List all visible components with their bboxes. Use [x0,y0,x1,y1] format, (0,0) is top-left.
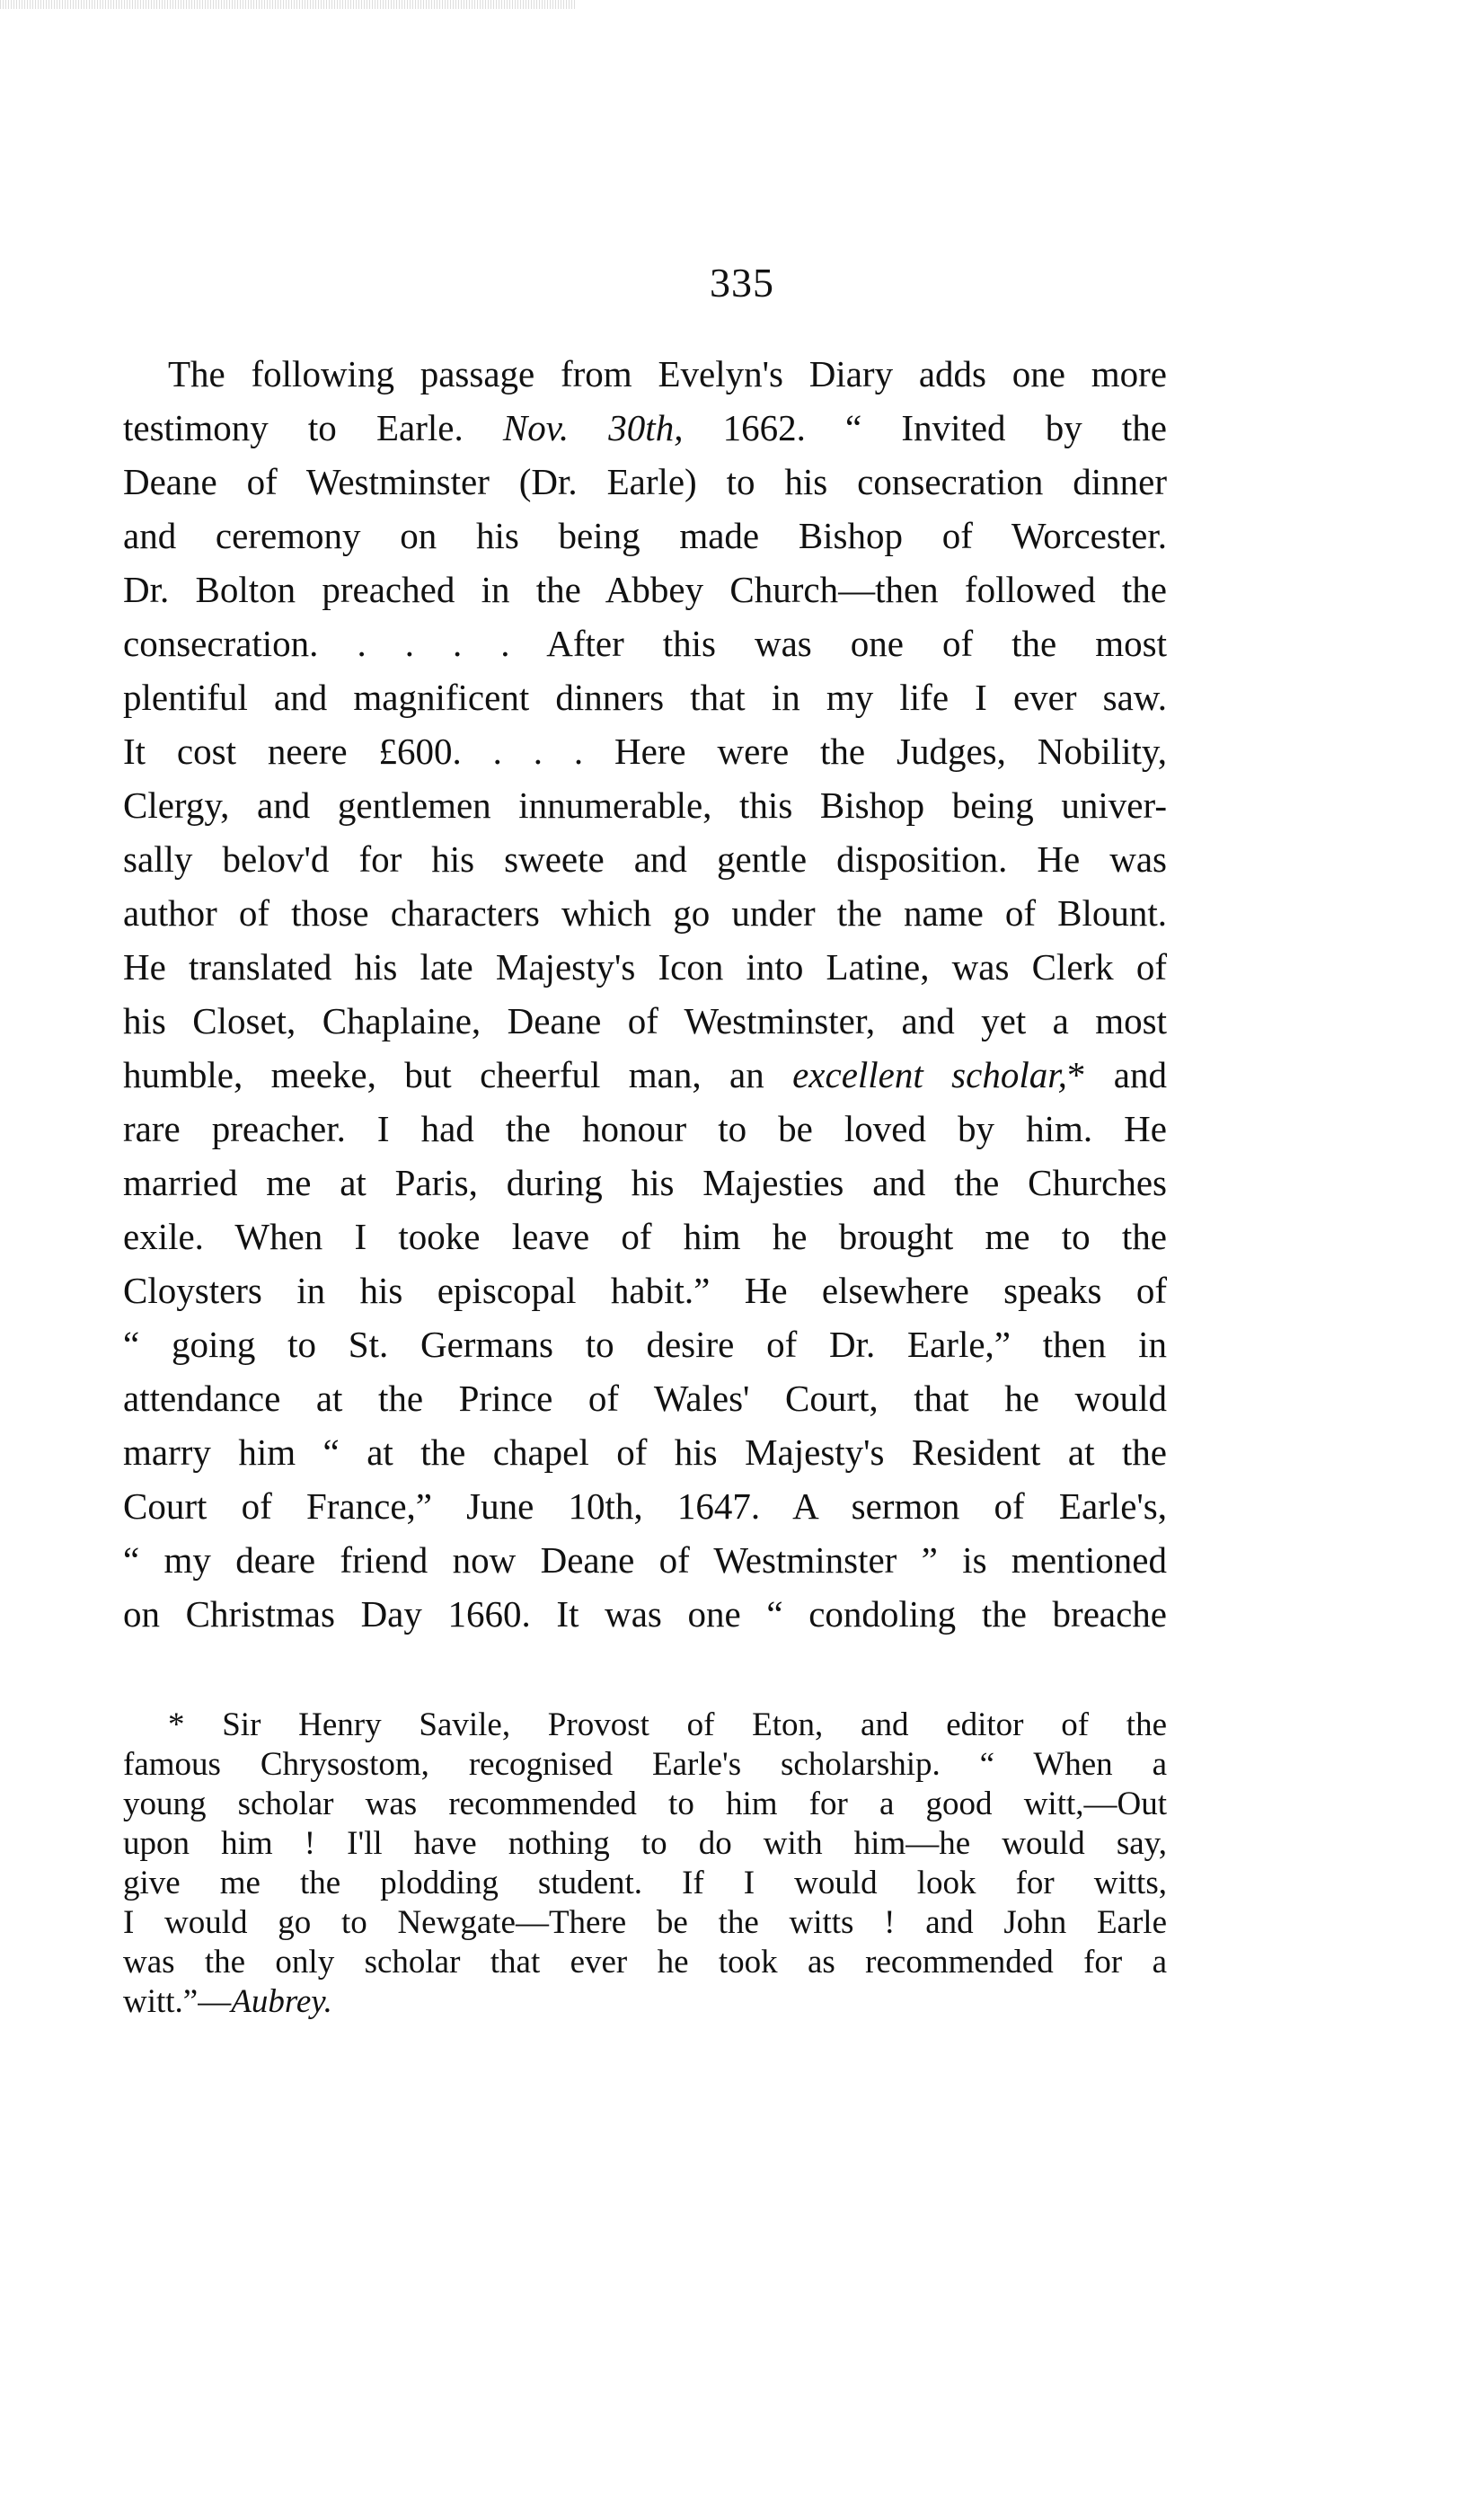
text-line: on Christmas Day 1660. It was one “ condoling the breache [123,1593,1167,1635]
footnote-line: famous Chrysostom, recognised Earle's scholarship. “ When a [123,1746,1167,1783]
text-line: his Closet, Chaplaine, Deane of Westminster, and yet a most [123,1000,1167,1041]
footnote-line: give me the plodding student. If I would look for witts, [123,1865,1167,1901]
text-line: Deane of Westminster (Dr. Earle) to his consecration dinner [123,461,1167,502]
italic-phrase: Aubrey. [231,1983,332,2020]
text-line: married me at Paris, during his Majesties and the Churches [123,1162,1167,1203]
footnote-line: witt.”—Aubrey. [123,1983,332,2020]
text-line: attendance at the Prince of Wales' Court, that he would [123,1378,1167,1419]
footnote-line: was the only scholar that ever he took as recommended for a [123,1944,1167,1981]
text-line: “ my deare friend now Deane of Westminster ” is mentioned [123,1539,1167,1581]
text-line: Court of France,” June 10th, 1647. A sermon of Earle's, [123,1485,1167,1527]
text-line: Clergy, and gentlemen innumerable, this Bishop being univer- [123,784,1167,826]
footnote-line: * Sir Henry Savile, Provost of Eton, and editor of the [168,1706,1167,1743]
text-line: He translated his late Majesty's Icon into Latine, was Clerk of [123,946,1167,988]
text-line: Cloysters in his episcopal habit.” He elsewhere speaks of [123,1270,1167,1311]
text-line: and ceremony on his being made Bishop of Worcester. [123,515,1167,556]
italic-phrase: Nov. 30th, [502,407,684,448]
text-line: It cost neere £600. . . . Here were the Judges, Nobility, [123,731,1167,772]
footnote-line: young scholar was recommended to him for a good witt,—Out [123,1786,1167,1822]
footnote-line: I would go to Newgate—There be the witts ! and John Earle [123,1904,1167,1941]
text-line: rare preacher. I had the honour to be loved by him. He [123,1108,1167,1149]
page-number: 335 [710,260,774,306]
scan-edge-artifact [0,0,575,9]
italic-phrase: excellent scholar, [792,1054,1067,1095]
text-line: sally belov'd for his sweete and gentle disposition. He was [123,838,1167,880]
text-line: exile. When I tooke leave of him he brought me to the [123,1216,1167,1257]
text-line: plentiful and magnificent dinners that in my life I ever saw. [123,677,1167,718]
footnote [123,1706,1167,2022]
text-line: “ going to St. Germans to desire of Dr. Earle,” then in [123,1324,1167,1365]
body-text [123,347,1167,1641]
text-line: author of those characters which go under the name of Blount. [123,892,1167,934]
text-line: The following passage from Evelyn's Diary adds one more [168,353,1167,394]
text-line: Dr. Bolton preached in the Abbey Church—then followed the [123,569,1167,610]
text-line: consecration. . . . . After this was one of the most [123,623,1167,664]
text-line: humble, meeke, but cheerful man, an excellent scholar,* and [123,1054,1167,1095]
footnote-line: upon him ! I'll have nothing to do with him—he would say, [123,1825,1167,1862]
text-line: marry him “ at the chapel of his Majesty's Resident at the [123,1431,1167,1473]
text-line: testimony to Earle. Nov. 30th, 1662. “ Invited by the [123,407,1167,448]
